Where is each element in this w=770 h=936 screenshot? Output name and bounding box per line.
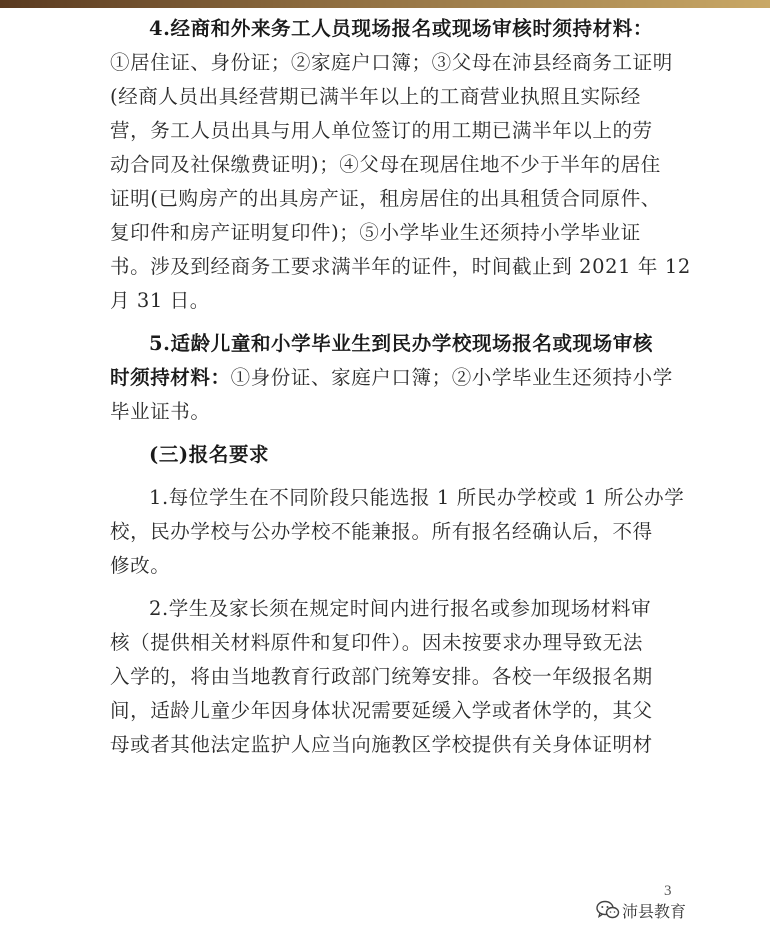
- section-heading: [110, 438, 700, 472]
- req-1-line: 1.每位学生在不同阶段只能选报 1 所民办学校或 1 所公办学: [149, 486, 685, 509]
- watermark-text: 沛县教育: [622, 901, 687, 921]
- item-5-text: ①身份证、家庭户口簿；②小学毕业生还须持小学: [230, 366, 673, 389]
- item-5-line: [110, 361, 700, 395]
- req-2-line: 入学的，将由当地教育行政部门统筹安排。各校一年级报名期: [110, 665, 653, 688]
- req-1-line: 校，民办学校与公办学校不能兼报。所有报名经确认后，不得: [110, 520, 653, 543]
- paragraph-item-4: [110, 12, 700, 318]
- item-5-heading: 5.适龄儿童和小学毕业生到民办学校现场报名或现场审核: [149, 332, 653, 355]
- req-2-line: 间，适龄儿童少年因身体状况需要延缓入学或者休学的，其父: [110, 699, 653, 722]
- document-page: [110, 12, 700, 762]
- req-2-line: 核（提供相关材料原件和复印件）。因未按要求办理导致无法: [110, 631, 643, 654]
- item-5-heading-cont: 时须持材料：: [110, 366, 231, 389]
- item-4-heading: 4.经商和外来务工人员现场报名或现场审核时须持材料：: [149, 17, 653, 40]
- item-4-line: 营，务工人员出具与用人单位签订的用工期已满半年以上的劳: [110, 119, 653, 142]
- item-4-line: 动合同及社保缴费证明)；④父母在现居住地不少于半年的居住: [110, 153, 661, 176]
- paragraph-item-5: [110, 327, 700, 429]
- item-4-line: 复印件和房产证明复印件)；⑤小学毕业生还须持小学毕业证: [110, 221, 641, 244]
- item-4-line: 证明(已购房产的出具房产证，租房居住的出具租赁合同原件、: [110, 187, 661, 210]
- req-2-line: 2.学生及家长须在规定时间内进行报名或参加现场材料审: [149, 597, 652, 620]
- account-watermark: [596, 895, 686, 925]
- top-decorative-bar: [0, 0, 770, 8]
- req-2-line: 母或者其他法定监护人应当向施教区学校提供有关身体证明材: [110, 733, 653, 756]
- page-number: 3: [664, 883, 672, 899]
- paragraph-req-2: [110, 592, 700, 762]
- item-4-line: 书。涉及到经商务工要求满半年的证件，时间截止到 2021 年 12: [110, 255, 691, 278]
- wechat-icon: [596, 900, 620, 920]
- item-4-line: (经商人员出具经营期已满半年以上的工商营业执照且实际经: [110, 85, 641, 108]
- paragraph-req-1: [110, 481, 700, 583]
- item-5-line: 毕业证书。: [110, 400, 211, 423]
- section-3-title: (三)报名要求: [149, 443, 270, 466]
- req-1-line: 修改。: [110, 554, 171, 577]
- item-4-line: ①居住证、身份证；②家庭户口簿；③父母在沛县经商务工证明: [110, 51, 673, 74]
- item-4-line: 月 31 日。: [110, 289, 210, 312]
